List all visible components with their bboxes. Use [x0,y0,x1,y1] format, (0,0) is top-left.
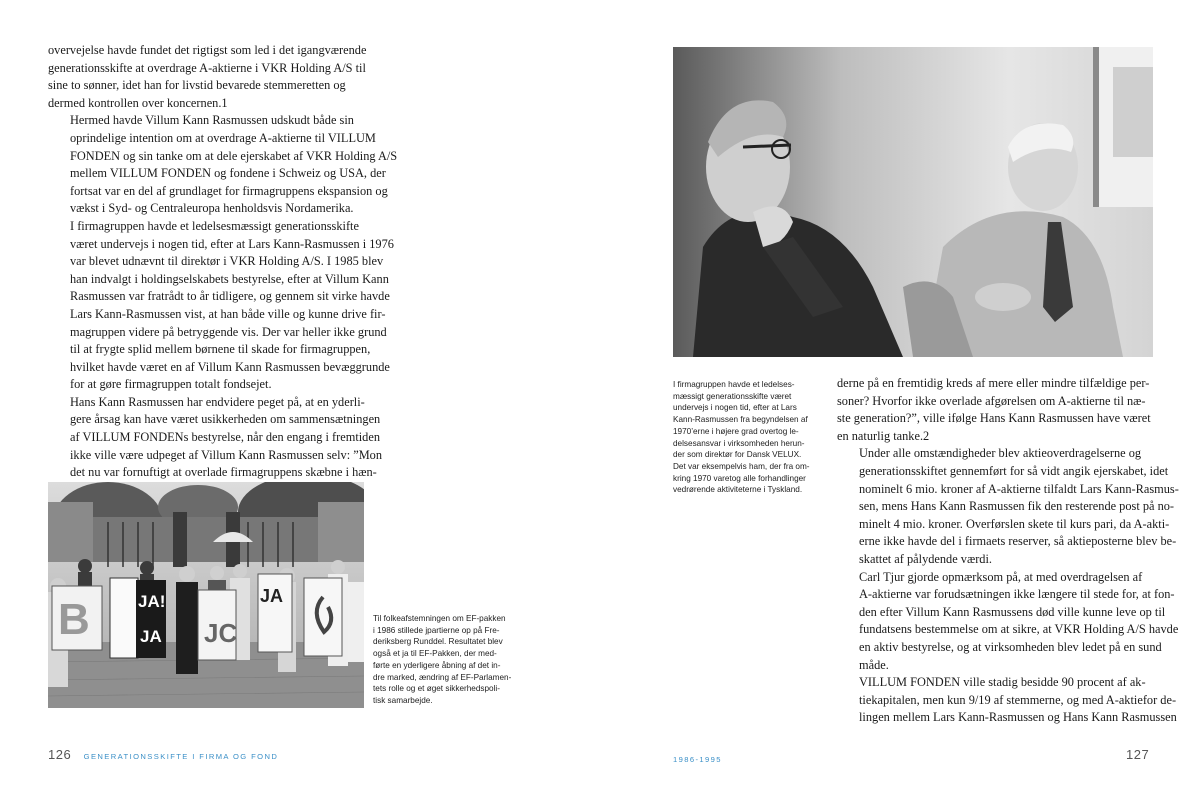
left-footer [48,746,278,764]
portrait-caption: I firmagruppen havde et ledelses- mæssigt generationsskifte været undervejs i nogen tid, efter at Lars Kann-Rasmussen fra begyndelsen af 1970’erne i højere grad overtog le- delsesansvar i virksomheden herun- der som direktør for Dansk VELUX. Det var eksempelvis ham, der fra om- kring 1970 varetog alle forhandlinger vedrørende aktiviteterne i Tyskland. [673,380,810,495]
left-paragraph-2: Hermed havde Villum Kann Rasmussen udskudt både sin oprindelige intention om at overdrage A-aktierne til VILLUM FONDEN og sin tanke om at dele ejerskabet af VKR Holding A/S mellem VILLUM FONDEN og fondene i Schweiz og USA, der fortsat var en del af grundlaget for firmagruppens ekspansion og vækst i Syd- og Centraleuropa henholdsvis Nordamerika. [70,113,398,216]
sign-ja-2: JA [140,627,162,646]
left-body-text [48,42,398,482]
right-footer [1126,746,1149,764]
right-paragraph-1: derne på en fremtidig kreds af mere eller mindre tilfældige per- soner? Hvorfor ikke overlade afgørelsen om A-aktierne til næ- ste generation?”, ville ifølge Hans Kann Rasmussen have været en naturlig tanke.2 [837,376,1151,443]
right-body-text [837,375,1179,727]
portrait-photo-illustration [673,47,1153,357]
left-page-number: 126 [48,747,72,762]
sign-jc: JC [204,618,238,648]
left-paragraph-1: overvejelse havde fundet det rigtigst som led i det igangværende generationsskifte at overdrage A-aktierne i VKR Holding A/S til sine to sønner, idet han for livstid bevarede stemmeretten og dermed kontrollen over koncernen.1 [48,43,367,110]
left-running-head: GENERATIONSSKIFTE I FIRMA OG FOND [83,752,279,761]
ef-rally-photo [48,482,364,708]
right-paragraph-4: VILLUM FONDEN ville stadig besidde 90 procent af ak- tiekapitalen, men kun 9/19 af stemmerne, og med A-aktiefor de- lingen mellem Lars Kann-Rasmussen og Hans Kann Rasmussen [859,675,1177,725]
right-running-head: 1986-1995 [673,755,722,764]
portrait-photo [673,47,1153,357]
right-page-number: 127 [1126,747,1150,762]
right-paragraph-2: Under alle omstændigheder blev aktieoverdragelserne og generationsskiftet gennemført for så vidt angik ejerskabet, idet nominelt 6 mio. kroner af A-aktierne tilfaldt Lars Kann-Rasmus- sen, mens Hans Kann Rasmussen fik den resterende post på no- minelt 4 mio. kroner. Overførslen skete til kurs pari, da A-akti- erne ikke havde del i firmaets reserver, så aktieposterne blev be- skattet af pålydende værdi. [859,446,1179,566]
ef-rally-caption: Til folkeafstemningen om EF-pakken i 1986 stillede jpartierne op på Fre- deriksberg Runddel. Resultatet blev også et ja til EF-Pakken, der med- førte en yderligere åbning af det in- dre marked, ændring af EF-Parlamen- tets rolle og et øget sikkerhedspoli- tisk samarbejde. [373,614,512,705]
right-running-head-wrap [673,749,722,767]
sign-ja-1: JA! [138,592,166,611]
sign-b: B [58,595,90,644]
left-paragraph-3: I firmagruppen havde et ledelsesmæssigt generationsskifte været undervejs i nogen tid, efter at Lars Kann-Rasmussen i 1976 var blevet udnævnt til direktør i VKR Holding A/S. I 1985 blev han indvalgt i holdingselskabets bestyrelse, efter at Villum Kann Rasmussen var fratrådt to år tidligere, og gennem sit virke havde Lars Kann-Rasmussen vist, at han både ville og kunne drive fir- magruppen videre på betryggende vis. Der var heller ikke grund til at frygte splid mellem børnene til skade for firmagruppen, hvilket havde været en af Villum Kann Rasmussen bevæggrunde for at gøre firmagruppen totalt fondsejet. [70,218,394,392]
sign-big-ja: JA [260,586,284,606]
ef-rally-photo-illustration [48,482,364,708]
left-paragraph-4: Hans Kann Rasmussen har endvidere peget på, at en yderli- gere årsag kan have været usikkerheden om sammensætningen af VILLUM FONDENs bestyrelse, når den engang i fremtiden ikke ville være udpeget af Villum Kann Rasmussen selv: ”Mon det nu var fornuftigt at overlade firmagruppens skæbne i hæn- [70,394,383,480]
right-paragraph-3: Carl Tjur gjorde opmærksom på, at med overdragelsen af A-aktierne var forudsætningen ikke længere til stede for, at fon- den efter Villum Kann Rasmussens død ville kunne leve op til fundatsens bestemmelse om at sikre, at VKR Holding A/S havde en aktiv bestyrelse, og at virksomheden blev ledet på en sund måde. [859,569,1179,672]
